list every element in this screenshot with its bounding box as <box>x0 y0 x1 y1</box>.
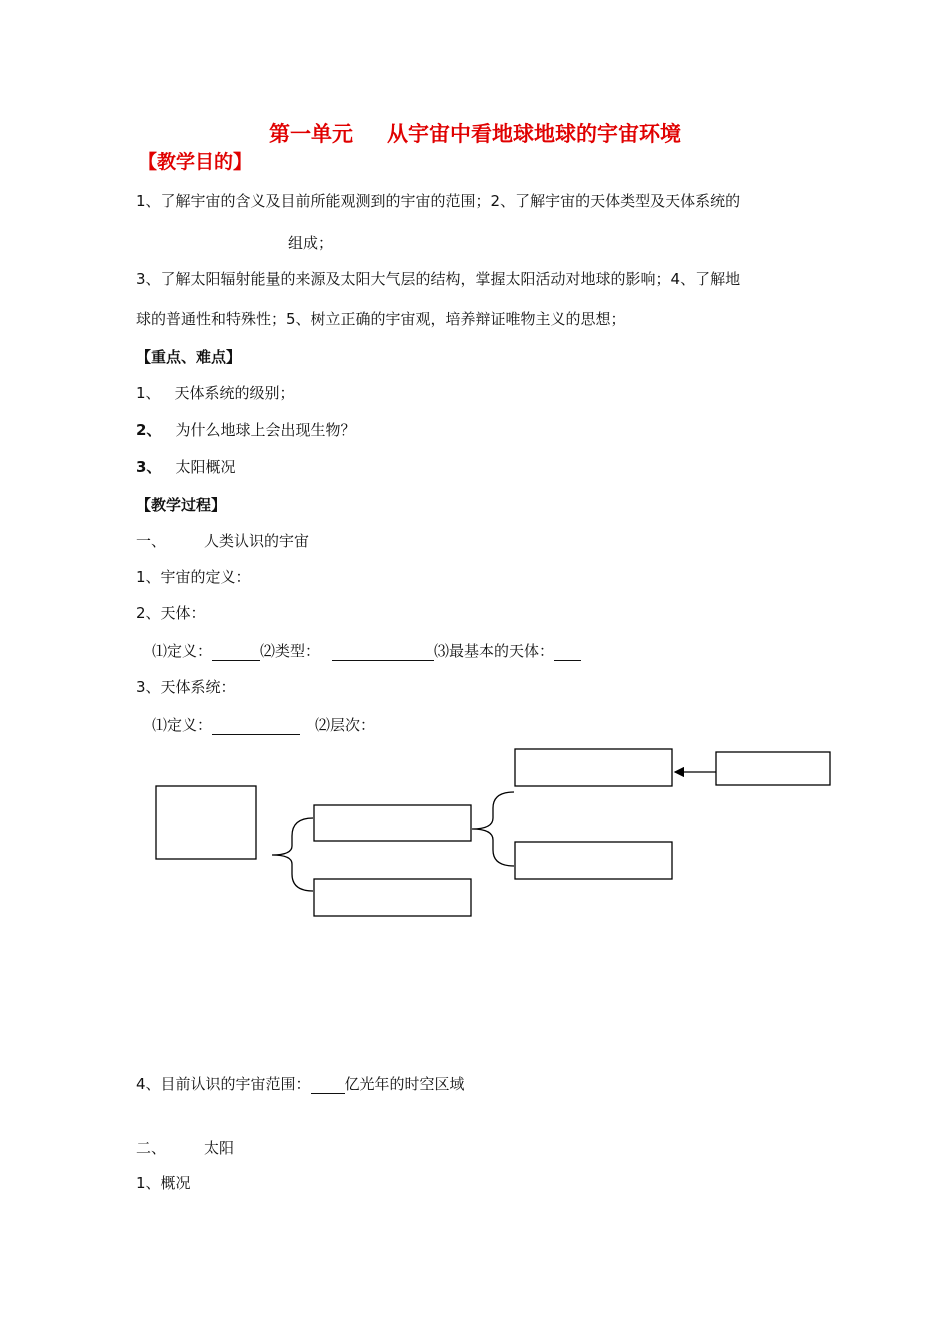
title-unit: 第一单元 <box>269 122 353 146</box>
section-1-text: 人类认识的宇宙 <box>204 532 310 550</box>
objective-line-1: 1、了解宇宙的含义及目前所能观测到的宇宙的范围；2、了解宇宙的天体类型及天体系统的 <box>136 192 741 210</box>
key-points-heading: 【重点、难点】 <box>136 348 242 366</box>
diagram-box-mid-upper[interactable] <box>314 805 471 841</box>
key-point-num: 2、 <box>136 421 162 439</box>
q2-definition-label: ⑴定义： <box>152 642 213 660</box>
q4-suffix: 亿光年的时空区域 <box>344 1075 465 1093</box>
objective-line-2-cont: 球的普通性和特殊性；5、树立正确的宇宙观，培养辩证唯物主义的思想； <box>136 310 626 328</box>
process-heading: 【教学过程】 <box>136 496 227 514</box>
q4-prefix: 4、目前认识的宇宙范围： <box>136 1075 311 1093</box>
diagram-box-mid-lower[interactable] <box>314 879 471 916</box>
objective-line-1-cont: 组成； <box>288 234 334 252</box>
section-2-num: 二、 <box>136 1139 167 1157</box>
key-point-num: 3、 <box>136 458 162 476</box>
q3-definition-label: ⑴定义： <box>152 716 213 734</box>
q3-level-label: ⑵层次： <box>315 716 376 734</box>
objective-line-2: 3、了解太阳辐射能量的来源及太阳大气层的结构，掌握太阳活动对地球的影响；4、了解地 <box>136 270 741 288</box>
section-2-heading <box>136 1138 234 1158</box>
fill-blank[interactable] <box>311 1077 345 1094</box>
diagram-box-far-right[interactable] <box>716 752 830 785</box>
diagram-brace-left <box>272 818 313 891</box>
diagram-box-root[interactable] <box>156 786 256 859</box>
objectives-heading: 【教学目的】 <box>138 151 253 173</box>
diagram-box-right-lower[interactable] <box>515 842 672 879</box>
section-2-question-1: 1、概况 <box>136 1174 191 1192</box>
question-1: 1、宇宙的定义： <box>136 568 251 586</box>
q2-basic-label: ⑶最基本的天体： <box>434 642 555 660</box>
key-point-num: 1、 <box>136 384 161 402</box>
key-point-text: 为什么地球上会出现生物？ <box>175 421 356 439</box>
diagram-box-right-upper[interactable] <box>515 749 672 786</box>
title-topic: 从宇宙中看地球地球的宇宙环境 <box>387 122 681 146</box>
key-point-text: 太阳概况 <box>175 458 236 476</box>
question-2: 2、天体： <box>136 604 206 622</box>
question-4 <box>136 1074 465 1094</box>
diagram-brace-right <box>472 792 514 866</box>
section-2-text: 太阳 <box>204 1139 235 1157</box>
key-point-text: 天体系统的级别； <box>174 384 295 402</box>
section-1-num: 一、 <box>136 532 167 550</box>
q2-type-label: ⑵类型： <box>260 642 321 660</box>
question-3: 3、天体系统： <box>136 678 236 696</box>
